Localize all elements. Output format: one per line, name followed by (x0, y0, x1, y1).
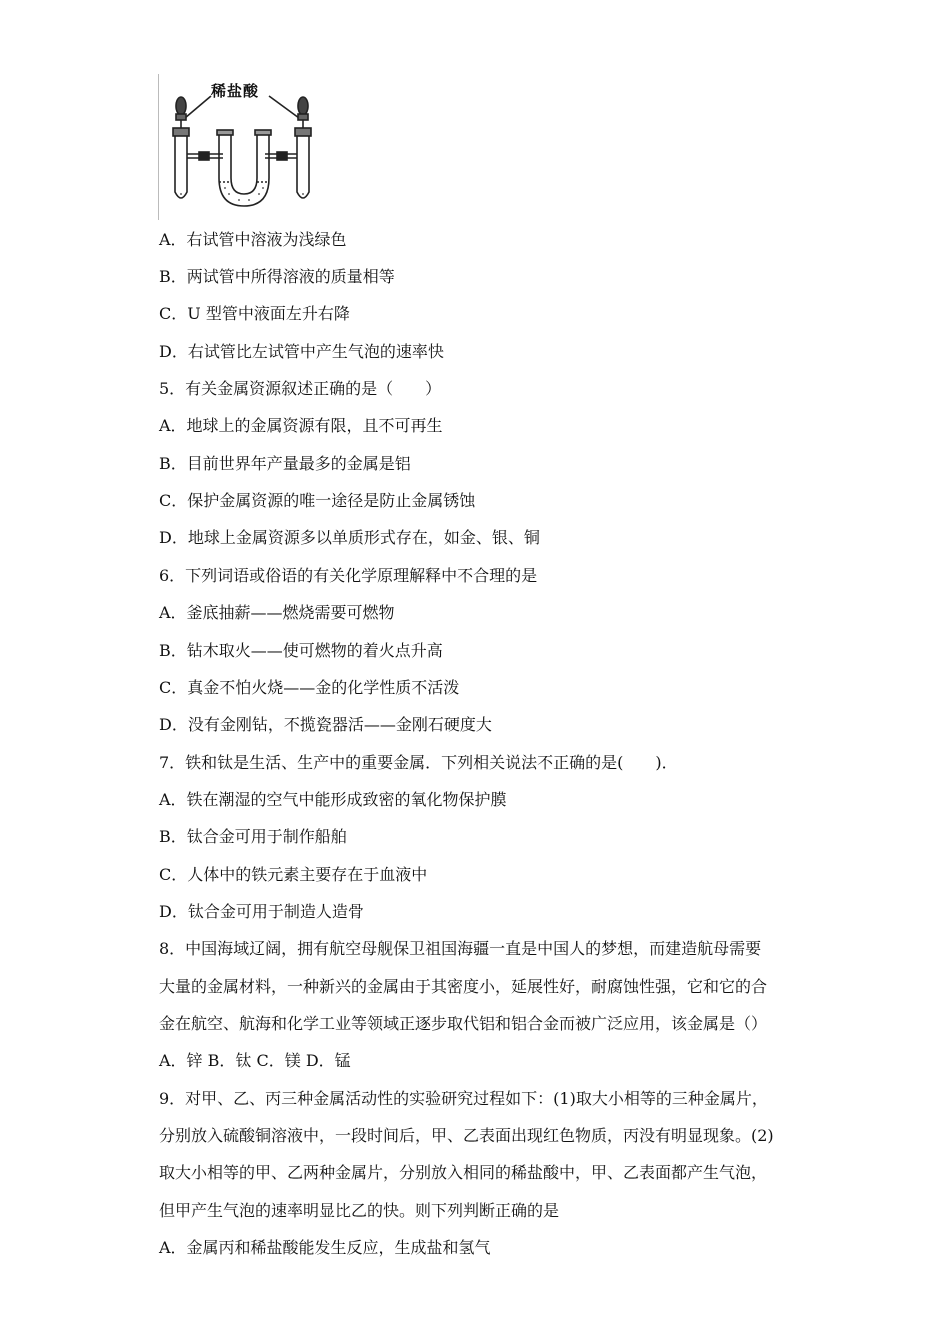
option-line: D．没有金刚钻，不揽瓷器活——金刚石硬度大 (159, 715, 492, 734)
question-line: 取大小相等的甲、乙两种金属片，分别放入相同的稀盐酸中，甲、乙表面都产生气泡， (159, 1163, 768, 1182)
question-line: 但甲产生气泡的速率明显比乙的快。则下列判断正确的是 (159, 1201, 560, 1220)
option-line: D．地球上金属资源多以单质形式存在，如金、银、铜 (159, 528, 540, 547)
dilute-hcl-label: 稀盐酸 (211, 82, 260, 100)
option-line: A．右试管中溶液为浅绿色 (159, 230, 347, 249)
question-line: 9．对甲、乙、丙三种金属活动性的实验研究过程如下：(1)取大小相等的三种金属片， (159, 1089, 768, 1108)
option-line: B．目前世界年产量最多的金属是铝 (159, 454, 411, 473)
option-line: A．锌 B．钛 C．镁 D．锰 (159, 1051, 351, 1070)
u-tube-apparatus-figure (158, 74, 331, 220)
question-line: 6．下列词语或俗语的有关化学原理解释中不合理的是 (159, 566, 538, 585)
option-line: A．釜底抽薪——燃烧需要可燃物 (159, 603, 395, 622)
option-line: A．铁在潮湿的空气中能形成致密的氧化物保护膜 (159, 790, 507, 809)
question-line: 金在航空、航海和化学工业等领域正逐步取代铝和铝合金而被广泛应用，该金属是（） (159, 1014, 768, 1033)
option-line: B．钛合金可用于制作船舶 (159, 827, 347, 846)
option-line: C．保护金属资源的唯一途径是防止金属锈蚀 (159, 491, 476, 510)
option-line: B．两试管中所得溶液的质量相等 (159, 267, 395, 286)
option-line: A．金属丙和稀盐酸能发生反应，生成盐和氢气 (159, 1238, 491, 1257)
option-line: D．钛合金可用于制造人造骨 (159, 902, 364, 921)
question-line: 大量的金属材料，一种新兴的金属由于其密度小，延展性好，耐腐蚀性强，它和它的合 (159, 977, 768, 996)
question-line: 8．中国海域辽阔，拥有航空母舰保卫祖国海疆一直是中国人的梦想，而建造航母需要 (159, 939, 762, 958)
option-line: C．人体中的铁元素主要存在于血液中 (159, 865, 428, 884)
option-line: C．真金不怕火烧——金的化学性质不活泼 (159, 678, 460, 697)
option-line: C．U 型管中液面左升右降 (159, 304, 350, 323)
question-line: 7．铁和钛是生活、生产中的重要金属．下列相关说法不正确的是( )． (159, 753, 678, 772)
question-line: 分别放入硫酸铜溶液中，一段时间后，甲、乙表面出现红色物质，丙没有明显现象。(2) (159, 1126, 774, 1145)
option-line: A．地球上的金属资源有限，且不可再生 (159, 416, 443, 435)
option-line: B．钻木取火——使可燃物的着火点升高 (159, 641, 443, 660)
option-line: D．右试管比左试管中产生气泡的速率快 (159, 342, 444, 361)
question-line: 5．有关金属资源叙述正确的是（ ） (159, 379, 442, 398)
